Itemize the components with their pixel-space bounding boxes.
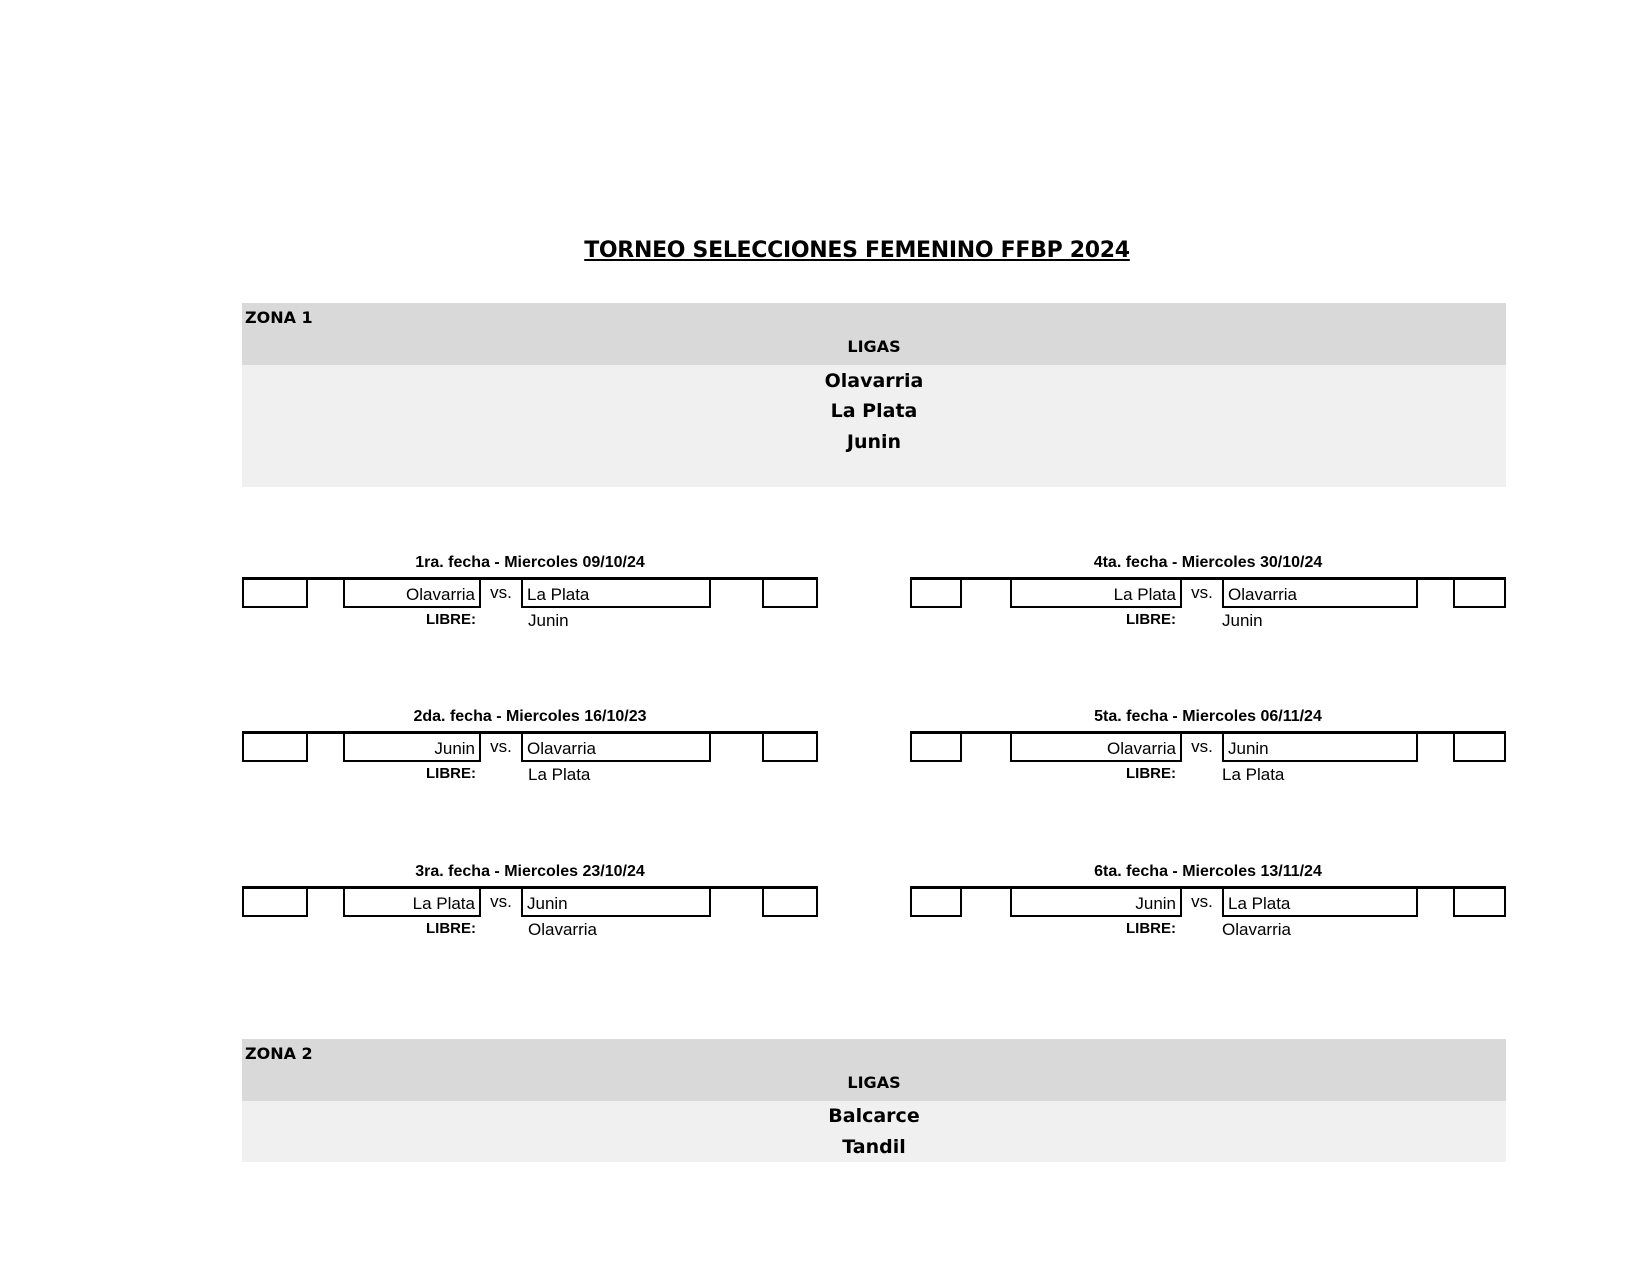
home-team: Olavarria	[343, 578, 481, 608]
home-team: Junin	[1010, 887, 1182, 917]
vs-label: vs.	[1191, 737, 1213, 756]
score-box	[910, 578, 962, 608]
score-box	[762, 887, 818, 917]
vs-label: vs.	[1191, 892, 1213, 911]
score-box	[242, 732, 308, 762]
zona-2-ligas-list	[242, 1101, 1506, 1162]
zona-1-liga: Junin	[846, 431, 902, 453]
libre-label: LIBRE:	[1126, 611, 1176, 628]
page-title: TORNEO SELECCIONES FEMENINO FFBP 2024	[584, 238, 1130, 263]
fecha-5-block	[910, 708, 1486, 788]
fecha-2-block	[242, 708, 818, 788]
vs-label: vs.	[490, 737, 512, 756]
fecha-title: 3ra. fecha - Miercoles 23/10/24	[415, 863, 645, 880]
libre-team: Junin	[528, 611, 569, 630]
zona-1-liga: La Plata	[830, 400, 918, 422]
libre-team: Olavarria	[1222, 920, 1291, 939]
score-box	[1453, 732, 1506, 762]
fecha-title: 5ta. fecha - Miercoles 06/11/24	[1094, 708, 1322, 725]
fecha-title: 2da. fecha - Miercoles 16/10/23	[413, 708, 647, 725]
fecha-6-block	[910, 863, 1486, 943]
away-team: Olavarria	[521, 732, 711, 762]
score-box	[910, 887, 962, 917]
fecha-3-block	[242, 863, 818, 943]
libre-label: LIBRE:	[1126, 920, 1176, 937]
libre-label: LIBRE:	[1126, 765, 1176, 782]
libre-label: LIBRE:	[426, 611, 476, 628]
libre-team: La Plata	[1222, 765, 1285, 784]
libre-team: Junin	[1222, 611, 1263, 630]
zona-1-liga: Olavarria	[824, 370, 924, 392]
zona-2-label: ZONA 2	[245, 1044, 313, 1063]
zona-2-liga: Balcarce	[828, 1105, 920, 1127]
fecha-1-block	[242, 554, 818, 634]
score-box	[242, 578, 308, 608]
zona-1-ligas-label: LIGAS	[847, 337, 901, 356]
libre-team: La Plata	[528, 765, 591, 784]
score-box	[242, 887, 308, 917]
libre-label: LIBRE:	[426, 765, 476, 782]
away-team: La Plata	[521, 578, 711, 608]
away-team: La Plata	[1222, 887, 1418, 917]
vs-label: vs.	[490, 892, 512, 911]
score-box	[910, 732, 962, 762]
score-box	[1453, 887, 1506, 917]
away-team: Olavarria	[1222, 578, 1418, 608]
vs-label: vs.	[1191, 583, 1213, 602]
vs-label: vs.	[490, 583, 512, 602]
libre-label: LIBRE:	[426, 920, 476, 937]
score-box	[762, 578, 818, 608]
zona-1-ligas-list	[242, 365, 1506, 487]
away-team: Junin	[521, 887, 711, 917]
fecha-title: 1ra. fecha - Miercoles 09/10/24	[415, 554, 645, 571]
zona-2-ligas-label: LIGAS	[847, 1073, 901, 1092]
libre-team: Olavarria	[528, 920, 597, 939]
home-team: Olavarria	[1010, 732, 1182, 762]
home-team: Junin	[343, 732, 481, 762]
fecha-title: 6ta. fecha - Miercoles 13/11/24	[1094, 863, 1322, 880]
score-box	[762, 732, 818, 762]
zona-1-label: ZONA 1	[245, 308, 313, 327]
zona-1-header	[242, 303, 1506, 365]
away-team: Junin	[1222, 732, 1418, 762]
zona-2-liga: Tandil	[842, 1136, 906, 1158]
home-team: La Plata	[343, 887, 481, 917]
fecha-4-block	[910, 554, 1486, 634]
home-team: La Plata	[1010, 578, 1182, 608]
score-box	[1453, 578, 1506, 608]
fecha-title: 4ta. fecha - Miercoles 30/10/24	[1093, 554, 1323, 571]
zona-2-header	[242, 1039, 1506, 1101]
